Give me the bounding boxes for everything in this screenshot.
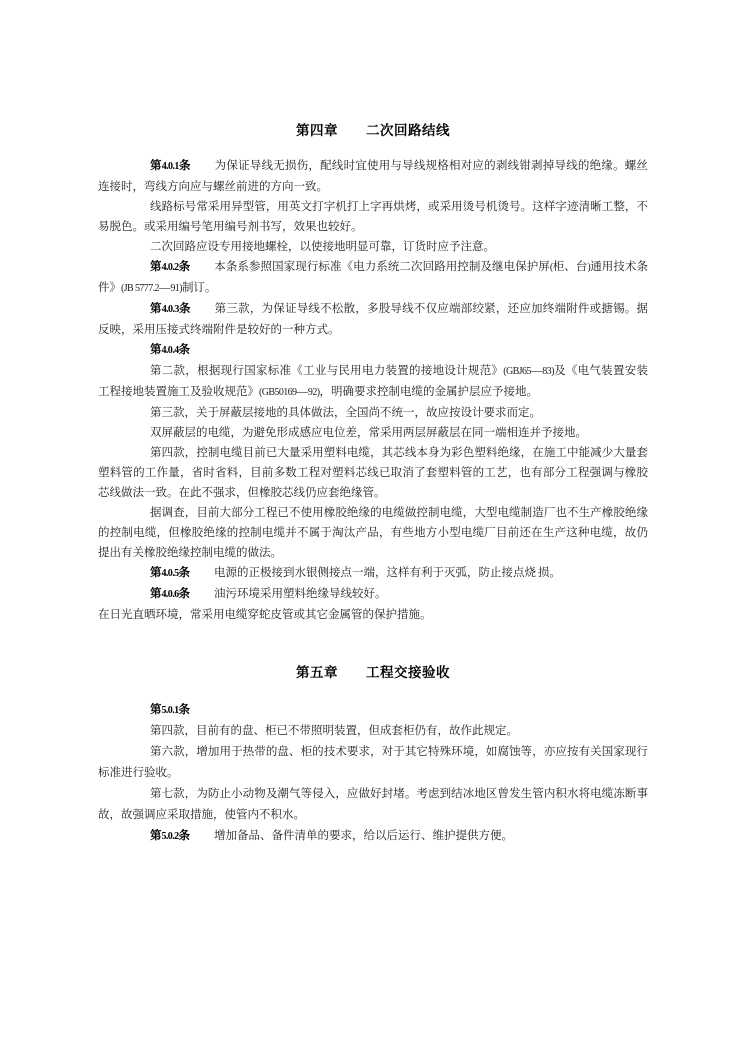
latin-text: 5.0.2 bbox=[161, 831, 179, 842]
body-paragraph bbox=[98, 361, 648, 403]
paragraph-text: 第六款，增加用于热带的盘、柜的技术要求，对于其它特殊环境，如腐蚀等，亦应按有关国家现行标准进行验收。 bbox=[98, 746, 648, 779]
clause-number: 第5.0.2条 bbox=[150, 830, 191, 842]
clause-paragraph bbox=[98, 563, 648, 584]
body-paragraph bbox=[98, 742, 648, 784]
clause-number: 第4.0.5条 bbox=[150, 567, 191, 579]
paragraph-text: 油污环境采用塑料绝缘导线较好。 bbox=[214, 588, 387, 600]
paragraph-text: 第四款，控制电缆目前已大量采用塑料电缆，其芯线本身为彩色塑料绝缘，在施工中能减少大量套塑料管的工作量，省时省料，目前多数工程对塑料芯线已取消了套塑料管的工艺，也有部分工程强调与橡胶芯线做法一致。在此不强求，但橡胶芯线仍应套绝缘管。 bbox=[98, 447, 648, 499]
clause-number: 第4.0.3条 bbox=[150, 303, 191, 315]
body-paragraph bbox=[98, 503, 648, 563]
paragraph-text: 据调查，目前大部分工程已不使用橡胶绝缘的电缆做控制电缆，大型电缆制造厂也不生产橡胶绝缘的控制电缆，但橡胶绝缘的控制电缆并不属于淘汰产品，有些地方小型电缆厂目前还在生产这种电缆，故仍提出有关橡胶绝缘控制电缆的做法。 bbox=[98, 507, 648, 559]
latin-text bbox=[536, 568, 538, 579]
clause-number: 第4.0.1条 bbox=[150, 160, 191, 172]
paragraph-text: 本条系参照国家现行标准《电力系统二次回路用控制及继电保护屏(柜、台)通用技术条件》(JB 5777.2—91)制订。 bbox=[98, 261, 649, 294]
body-paragraph bbox=[98, 423, 648, 443]
chapter-title: 第四章 二次回路结线 bbox=[296, 123, 450, 138]
paragraph-text: 线路标号常采用异型管，用英文打字机打上字再烘烤，或采用烫号机烫号。这样字迹清晰工整，不易脱色。或采用编号笔用编号剂书写，效果也较好。 bbox=[98, 201, 648, 233]
paragraph-text: 电源的正极接到水银侧接点一端，这样有利于灭弧，防止接点烧 损。 bbox=[214, 567, 561, 579]
latin-text: 4.0.4 bbox=[161, 345, 179, 356]
paragraph-text: 第三款，关于屏蔽层接地的具体做法，全国尚不统一，故应按设计要求而定。 bbox=[150, 407, 541, 419]
latin-text: 4.0.1 bbox=[161, 161, 179, 172]
latin-text: (JB 5777.2 bbox=[121, 283, 159, 294]
clause-number: 第5.0.1条 bbox=[150, 704, 191, 716]
latin-text: 4.0.6 bbox=[161, 589, 179, 600]
clause-paragraph bbox=[98, 826, 648, 847]
chapter-title: 第五章 工程交接验收 bbox=[296, 665, 450, 680]
latin-text: ( bbox=[549, 262, 553, 273]
paragraph-text: 第三款，为保证导线不松散，多股导线不仅应端部绞紧，还应加终端附件或搪锡。据反映，采用压接式终端附件是较好的一种方式。 bbox=[98, 303, 648, 336]
latin-text: ) bbox=[587, 262, 591, 273]
body-paragraph bbox=[98, 443, 648, 503]
paragraph-text: 二次回路应设专用接地螺栓，以使接地明显可靠，订货时应予注意。 bbox=[150, 241, 495, 253]
latin-text: 4.0.3 bbox=[161, 304, 179, 315]
clause-paragraph bbox=[98, 156, 648, 197]
latin-text: 83) bbox=[542, 366, 554, 377]
clause-paragraph bbox=[98, 700, 648, 721]
latin-text: 91) bbox=[170, 283, 182, 294]
paragraph-text: 在日光直晒环境，常采用电缆穿蛇皮管或其它金属管的保护措施。 bbox=[98, 609, 432, 621]
body-paragraph bbox=[98, 721, 648, 742]
clause-number: 第4.0.2条 bbox=[150, 261, 191, 273]
paragraph-text: 第二款，根据现行国家标准《工业与民用电力装置的接地设计规范》(GBJ65—83)及《电气装置安装工程接地装置施工及验收规范》(GB50169—92)，明确要求控制电缆的金属护层应予接地。 bbox=[98, 365, 648, 398]
latin-text: 4.0.2 bbox=[161, 262, 179, 273]
body-paragraph bbox=[98, 237, 648, 257]
paragraph-text: 第四款，目前有的盘、柜已不带照明装置，但成套柜仍有，故作此规定。 bbox=[150, 725, 518, 737]
clause-paragraph bbox=[98, 299, 648, 340]
clause-paragraph bbox=[98, 257, 648, 299]
body-paragraph bbox=[98, 403, 648, 423]
clause-paragraph bbox=[98, 584, 648, 605]
paragraph-text: 为保证导线无损伤，配线时宜使用与导线规格相对应的剥线钳剥掉导线的绝缘。螺丝连接时，弯线方向应与螺丝前进的方向一致。 bbox=[98, 160, 648, 193]
latin-text: (GBJ65 bbox=[503, 366, 531, 377]
chapter-section bbox=[98, 121, 648, 625]
latin-text: 5.0.1 bbox=[161, 705, 179, 716]
paragraph-text: 第七款，为防止小动物及潮气等侵入，应做好封堵。考虑到结冰地区曾发生管内积水将电缆冻断事故，故强调应采取措施，使管内不积水。 bbox=[98, 788, 648, 821]
latin-text: 4.0.5 bbox=[161, 568, 179, 579]
latin-text: (GB50169 bbox=[259, 387, 297, 398]
body-paragraph bbox=[98, 605, 648, 625]
clause-number: 第4.0.6条 bbox=[150, 588, 191, 600]
clause-number: 第4.0.4条 bbox=[150, 344, 191, 356]
latin-text: 92) bbox=[307, 387, 320, 398]
body-paragraph bbox=[98, 197, 648, 237]
body-paragraph bbox=[98, 784, 648, 826]
clause-paragraph bbox=[98, 340, 648, 361]
document-body bbox=[98, 121, 648, 847]
paragraph-text: 双屏蔽层的电缆，为避免形成感应电位差，常采用两层屏蔽层在同一端相连并予接地。 bbox=[150, 427, 587, 439]
paragraph-text: 增加备品、备件清单的要求，给以后运行、维护提供方便。 bbox=[214, 830, 514, 842]
chapter-section bbox=[98, 663, 648, 847]
